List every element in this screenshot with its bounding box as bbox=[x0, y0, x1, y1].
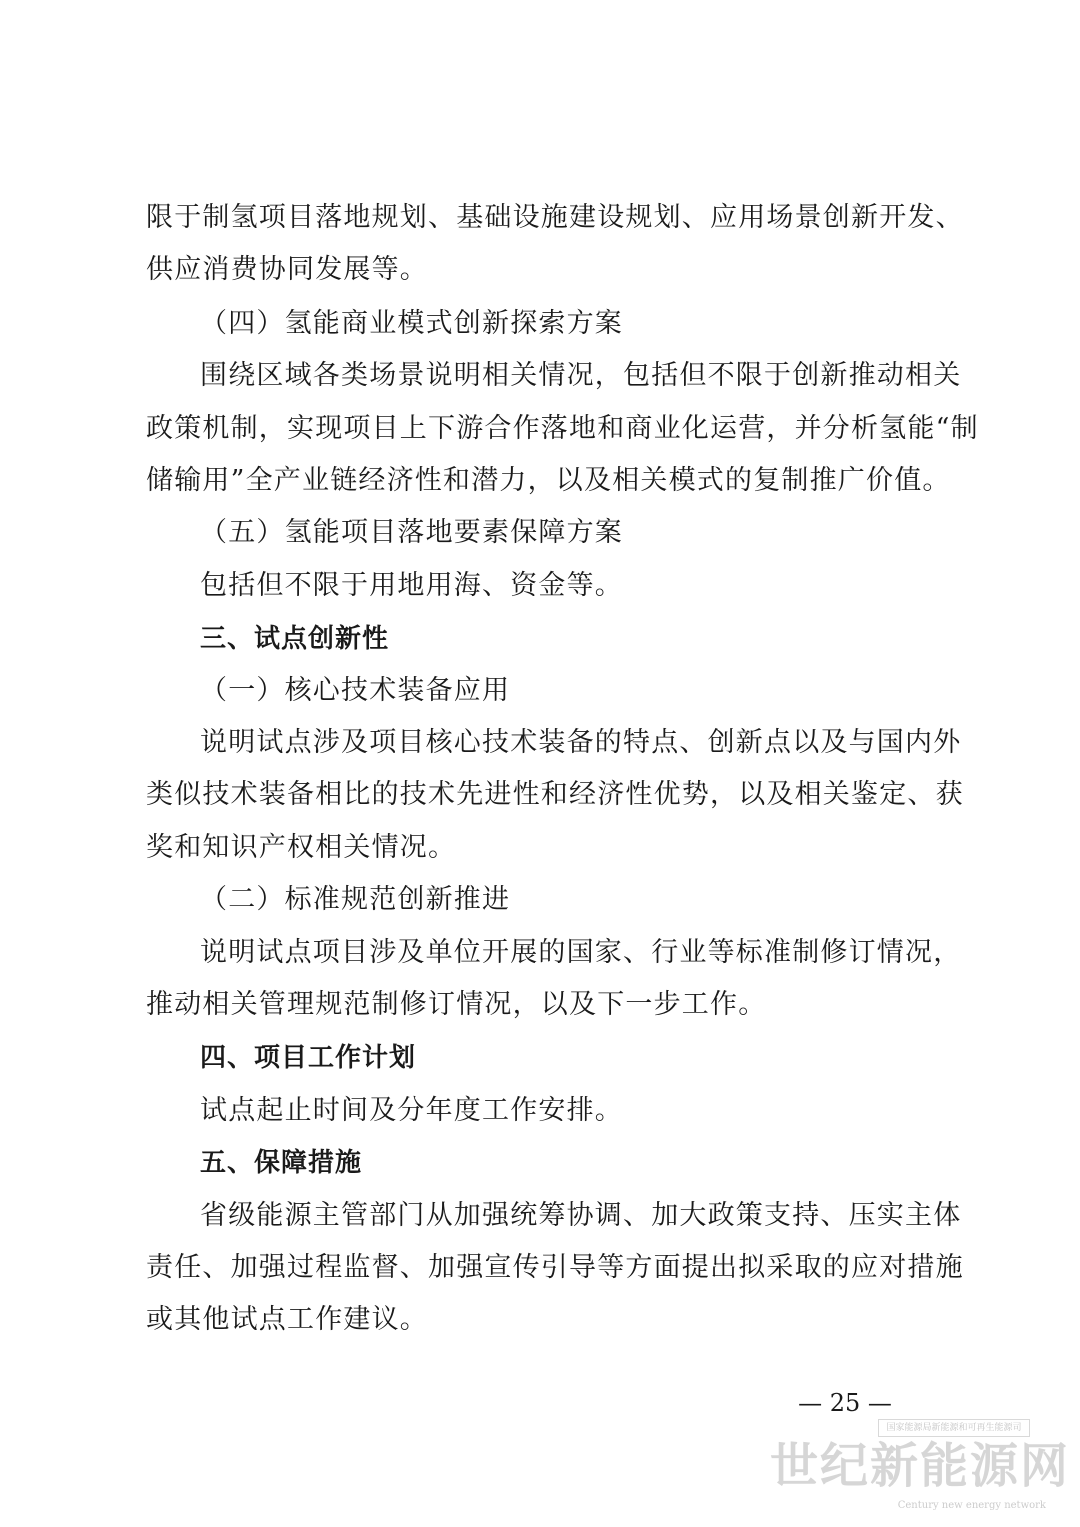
paragraph-line: 奖和知识产权相关情况。 bbox=[146, 832, 457, 863]
paragraph-line: 政策机制，实现项目上下游合作落地和商业化运营，并分析氢能“制 bbox=[146, 413, 979, 444]
watermark-sub-text: Century new energy network bbox=[897, 1500, 1046, 1511]
paragraph-line: 省级能源主管部门从加强统筹协调、加大政策支持、压实主体 bbox=[200, 1200, 962, 1231]
watermark-main-text: 世纪新能源网 bbox=[769, 1438, 1070, 1494]
paragraph-line: 试点起止时间及分年度工作安排。 bbox=[200, 1095, 623, 1126]
subsection-heading: （二）标准规范创新推进 bbox=[200, 884, 511, 915]
paragraph-line: 说明试点项目涉及单位开展的国家、行业等标准制修订情况， bbox=[200, 937, 962, 968]
watermark-top-text: 国家能源局新能源和可再生能源司 bbox=[878, 1419, 1030, 1437]
watermark-logo bbox=[769, 1419, 1070, 1519]
section-heading: 四、项目工作计划 bbox=[200, 1043, 417, 1073]
subsection-heading: （四）氢能商业模式创新探索方案 bbox=[200, 308, 623, 339]
paragraph-line: 责任、加强过程监督、加强宣传引导等方面提出拟采取的应对措施 bbox=[146, 1252, 964, 1283]
paragraph-line: 供应消费协同发展等。 bbox=[146, 254, 428, 285]
paragraph-line: 限于制氢项目落地规划、基础设施建设规划、应用场景创新开发、 bbox=[146, 202, 964, 233]
paragraph-line: 包括但不限于用地用海、资金等。 bbox=[200, 570, 623, 601]
paragraph-line: 说明试点涉及项目核心技术装备的特点、创新点以及与国内外 bbox=[200, 727, 962, 758]
page-number: — 25 — bbox=[798, 1389, 892, 1417]
section-heading: 三、试点创新性 bbox=[200, 624, 390, 654]
paragraph-line: 围绕区域各类场景说明相关情况，包括但不限于创新推动相关 bbox=[200, 360, 962, 391]
section-heading: 五、保障措施 bbox=[200, 1148, 363, 1178]
subsection-heading: （一）核心技术装备应用 bbox=[200, 675, 511, 706]
paragraph-line: 或其他试点工作建议。 bbox=[146, 1304, 428, 1335]
paragraph-line: 类似技术装备相比的技术先进性和经济性优势，以及相关鉴定、获 bbox=[146, 779, 964, 810]
paragraph-line: 储输用”全产业链经济性和潜力，以及相关模式的复制推广价值。 bbox=[146, 465, 951, 496]
paragraph-line: 推动相关管理规范制修订情况，以及下一步工作。 bbox=[146, 989, 767, 1020]
subsection-heading: （五）氢能项目落地要素保障方案 bbox=[200, 517, 623, 548]
